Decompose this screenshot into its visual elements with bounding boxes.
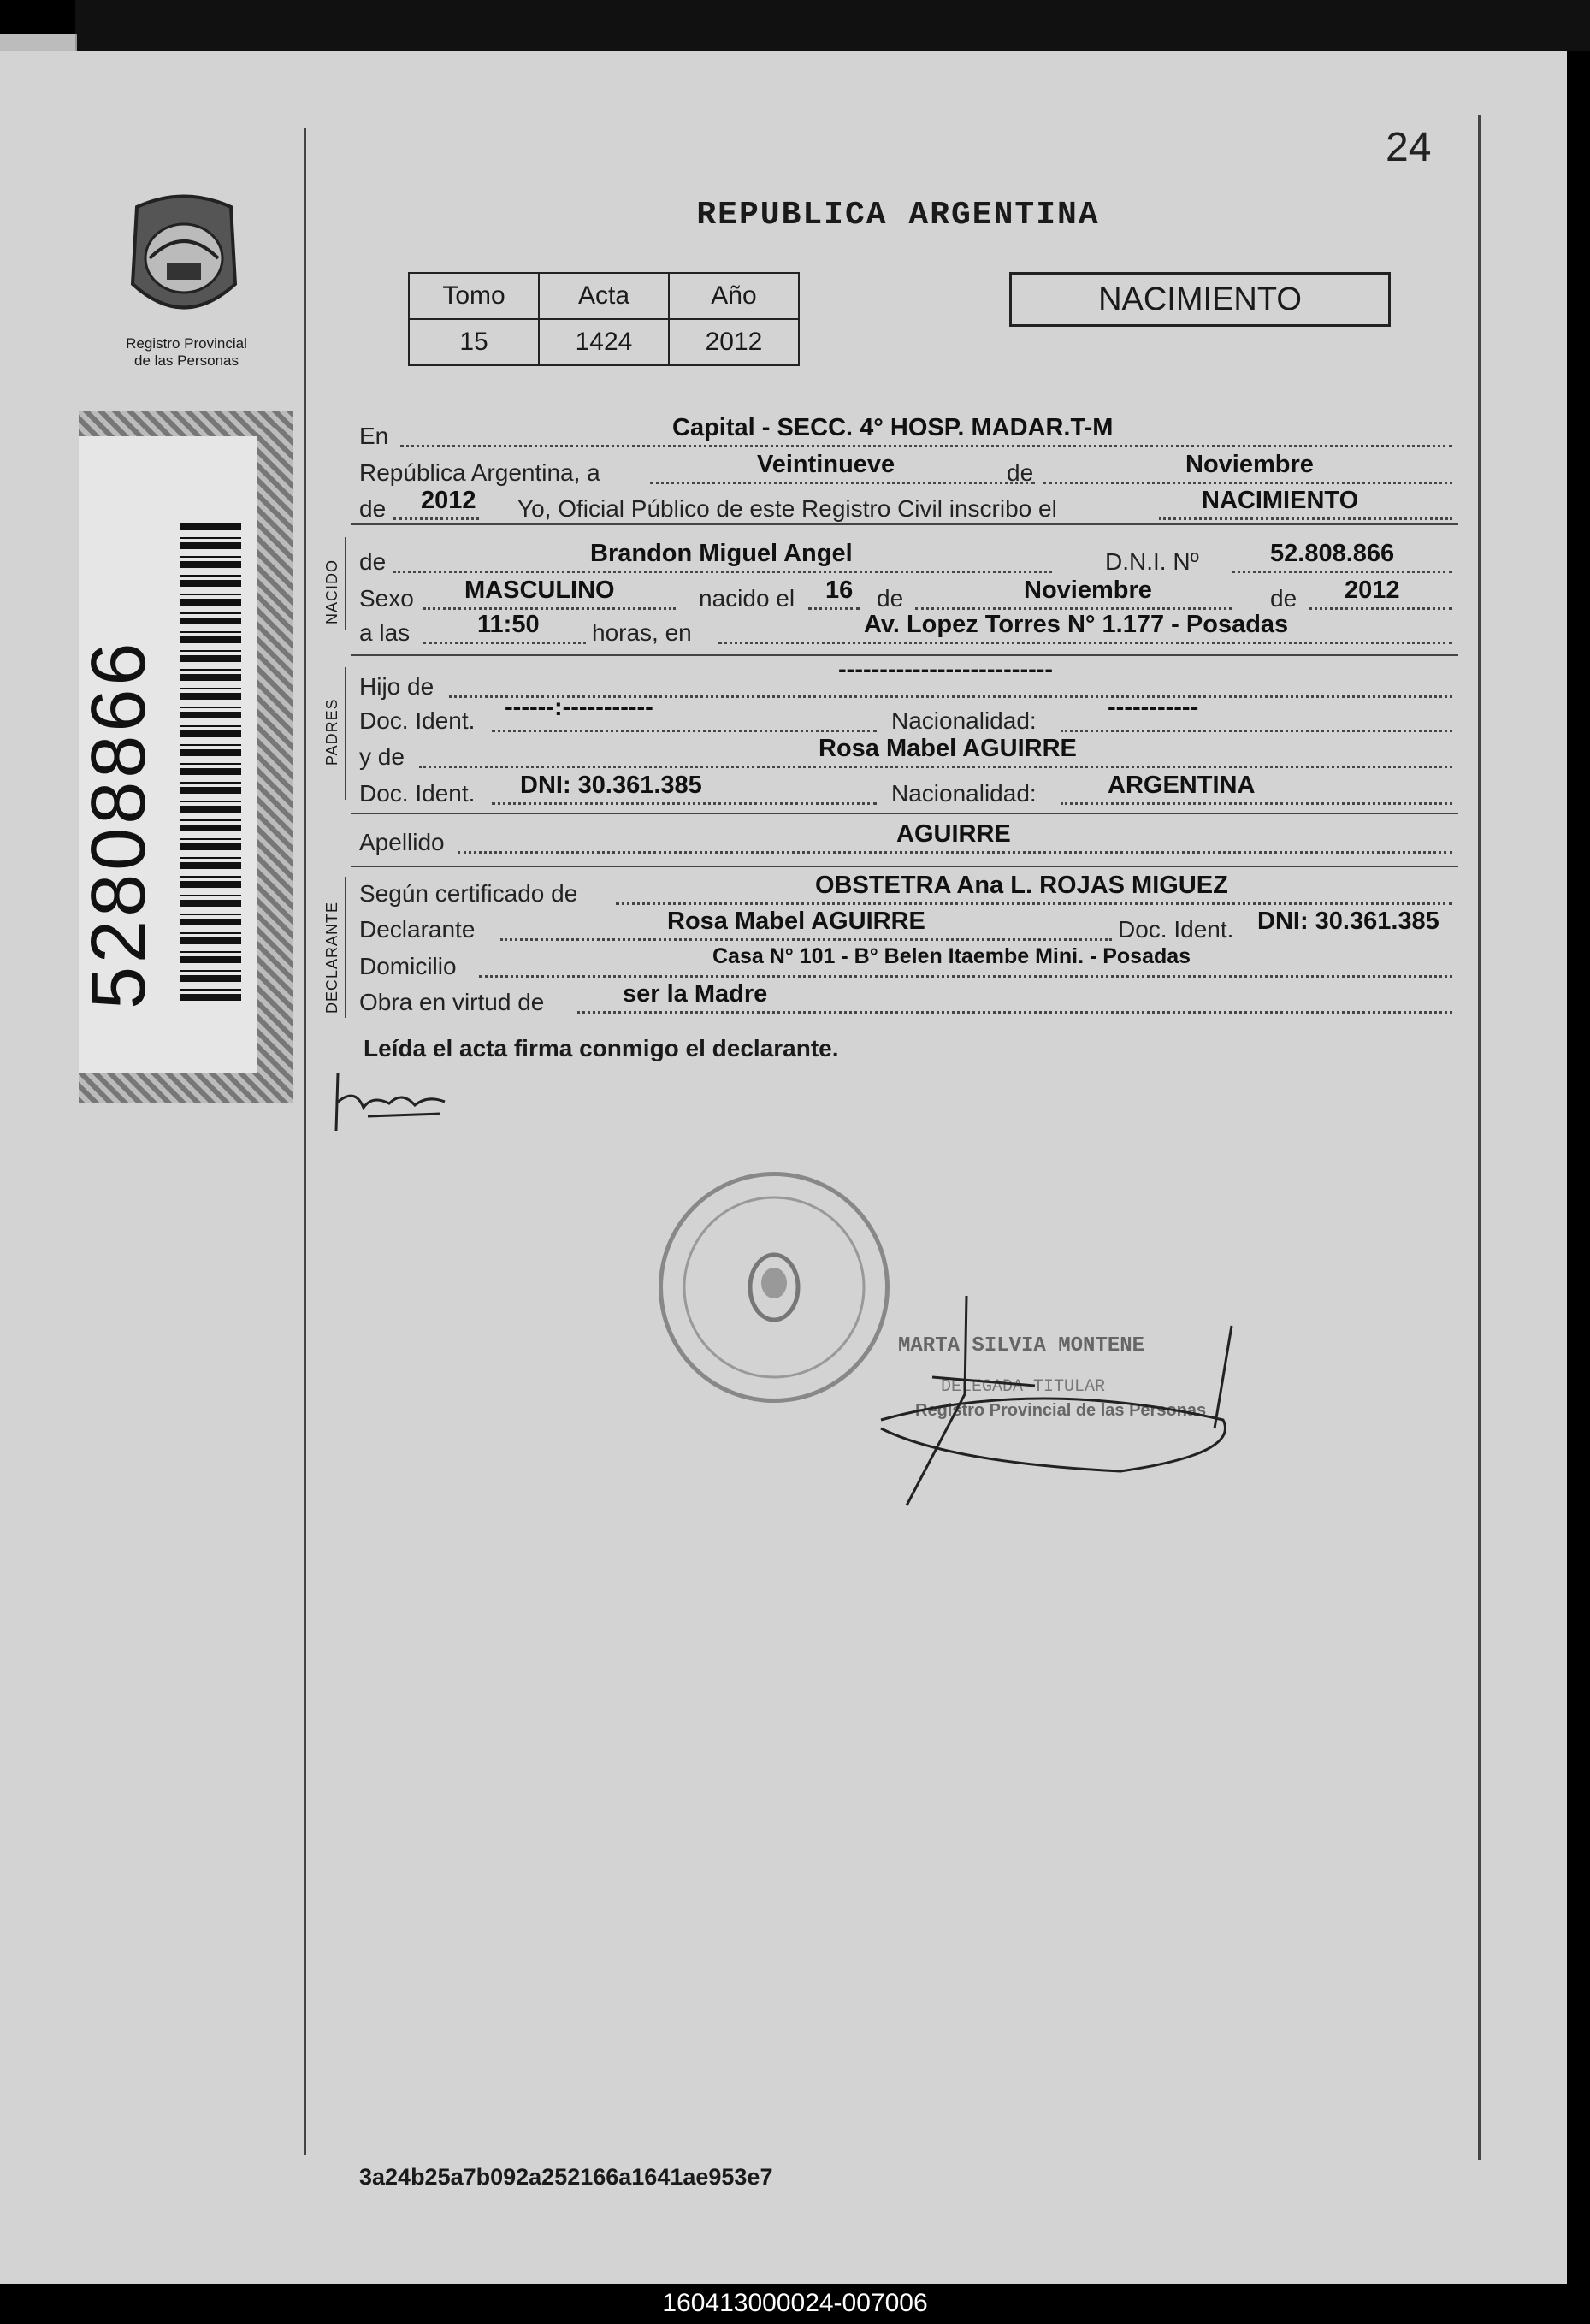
value-lugar: Capital - SECC. 4° HOSP. MADAR.T-M [672, 414, 1114, 441]
logo-caption [92, 335, 281, 370]
value-nombre: Brandon Miguel Angel [590, 540, 853, 567]
value-dia-nac: 16 [825, 577, 854, 604]
logo-caption-line1: Registro Provincial [126, 335, 247, 352]
value-padre: -------------------------- [838, 656, 1054, 683]
label-en: En [359, 423, 389, 449]
separator-4 [351, 866, 1458, 867]
declarante-section-rule [345, 877, 346, 1018]
value-domicilio: Casa N° 101 - B° Belen Itaembe Mini. - Posadas [712, 944, 1191, 968]
side-label-padres: PADRES [323, 698, 340, 766]
label-a-las: a las [359, 619, 411, 646]
security-band-side [257, 428, 293, 1078]
label-de-mes-nac: de [877, 585, 904, 612]
label-de-anio: de [359, 495, 387, 522]
label-doc-ident-declarante: Doc. Ident. [1118, 916, 1234, 943]
scan-footer-id: 160413000024-007006 [662, 2289, 928, 2317]
officer-signature [864, 1292, 1274, 1514]
value-madre: Rosa Mabel AGUIRRE [819, 735, 1077, 762]
padres-section-rule [345, 667, 346, 800]
security-band-bottom [79, 1073, 293, 1103]
label-de: de [1007, 459, 1034, 486]
value-padre-doc: ------:----------- [505, 694, 653, 721]
value-obra: ser la Madre [623, 980, 768, 1008]
value-lugar-nac: Av. Lopez Torres N° 1.177 - Posadas [864, 611, 1289, 638]
label-declarante: Declarante [359, 916, 476, 943]
separator-3 [351, 813, 1458, 814]
row-certificado [359, 872, 1454, 911]
row-madre [359, 735, 1454, 774]
value-dia-letras: Veintinueve [757, 451, 895, 478]
row-apellido [359, 820, 1454, 860]
label-republica: República Argentina, a [359, 459, 600, 486]
label-apellido: Apellido [359, 829, 445, 855]
row-fecha [359, 451, 1454, 490]
row-domicilio [359, 944, 1454, 984]
side-label-nacido: NACIDO [323, 559, 340, 624]
closing-statement: Leída el acta firma conmigo el declarante. [364, 1035, 839, 1061]
label-nacionalidad-madre: Nacionalidad: [891, 780, 1037, 807]
row-declarante [359, 908, 1454, 947]
registry-value-acta: 1424 [539, 319, 669, 365]
registry-value-anio: 2012 [669, 319, 799, 365]
barcode-id-number: 52808866 [76, 639, 162, 1009]
value-madre-nac: ARGENTINA [1108, 772, 1256, 799]
registry-header-tomo: Tomo [409, 273, 539, 319]
value-dni: 52.808.866 [1270, 540, 1395, 567]
label-nacionalidad: Nacionalidad: [891, 707, 1037, 734]
row-lugar [359, 414, 1454, 453]
label-doc-ident: Doc. Ident. [359, 707, 476, 734]
label-hijo-de: Hijo de [359, 673, 434, 700]
value-anio-nac: 2012 [1345, 577, 1400, 604]
value-padre-nac: ----------- [1108, 694, 1199, 721]
document-title: REPUBLICA ARGENTINA [696, 197, 1100, 234]
record-type-box: NACIMIENTO [1009, 272, 1391, 327]
label-segun: Según certificado de [359, 880, 578, 907]
declarant-signature [329, 1069, 458, 1138]
page-number: 24 [1386, 125, 1432, 170]
label-horas-en: horas, en [592, 619, 692, 646]
label-y-de: y de [359, 743, 405, 770]
label-obra: Obra en virtud de [359, 989, 545, 1015]
registry-table [408, 272, 800, 366]
barcode [180, 522, 241, 1001]
row-obra [359, 980, 1454, 1020]
value-tipo: NACIMIENTO [1202, 487, 1359, 514]
registry-value-tomo: 15 [409, 319, 539, 365]
logo-caption-line2: de las Personas [134, 352, 239, 369]
value-certificado: OBSTETRA Ana L. ROJAS MIGUEZ [815, 872, 1228, 899]
stamp-officer-name: MARTA SILVIA MONTENE [898, 1334, 1145, 1357]
row-nombre [359, 540, 1454, 579]
value-declarante-doc: DNI: 30.361.385 [1257, 908, 1439, 935]
label-doc-ident-madre: Doc. Ident. [359, 780, 476, 807]
value-sexo: MASCULINO [464, 577, 615, 604]
label-de-nombre: de [359, 548, 387, 575]
nacido-section-rule [345, 537, 346, 630]
misiones-coat-of-arms-logo [120, 190, 248, 327]
row-inscripcion [359, 487, 1454, 526]
document-page [0, 51, 1567, 2284]
row-padre-doc [359, 694, 1454, 738]
side-label-declarante: DECLARANTE [323, 901, 340, 1014]
left-margin-rule [304, 128, 306, 2155]
registry-header-anio: Año [669, 273, 799, 319]
stamp-office: Registro Provincial de las Personas [915, 1401, 1207, 1420]
right-margin-rule [1478, 115, 1481, 2160]
row-hora [359, 611, 1454, 650]
value-anio: 2012 [421, 487, 476, 514]
registry-header-acta: Acta [539, 273, 669, 319]
value-mes-nac: Noviembre [1024, 577, 1152, 604]
value-apellido: AGUIRRE [896, 820, 1011, 848]
value-mes: Noviembre [1185, 451, 1314, 478]
label-nacido-el: nacido el [699, 585, 795, 612]
value-hora: 11:50 [477, 611, 540, 638]
stamp-officer-role: DELEGADA TITULAR [941, 1377, 1106, 1397]
scan-top-edge [75, 0, 1590, 51]
row-madre-doc [359, 772, 1454, 811]
value-declarante: Rosa Mabel AGUIRRE [667, 908, 925, 935]
label-yo-oficial: Yo, Oficial Público de este Registro Civil inscribo el [517, 495, 1057, 522]
label-sexo: Sexo [359, 585, 414, 612]
label-dni: D.N.I. Nº [1105, 548, 1199, 575]
stamp-emblem [659, 1172, 890, 1403]
document-hash: 3a24b25a7b092a252166a1641ae953e7 [359, 2164, 773, 2190]
label-domicilio: Domicilio [359, 953, 457, 979]
value-madre-doc: DNI: 30.361.385 [520, 772, 702, 799]
label-de-anio-nac: de [1270, 585, 1297, 612]
